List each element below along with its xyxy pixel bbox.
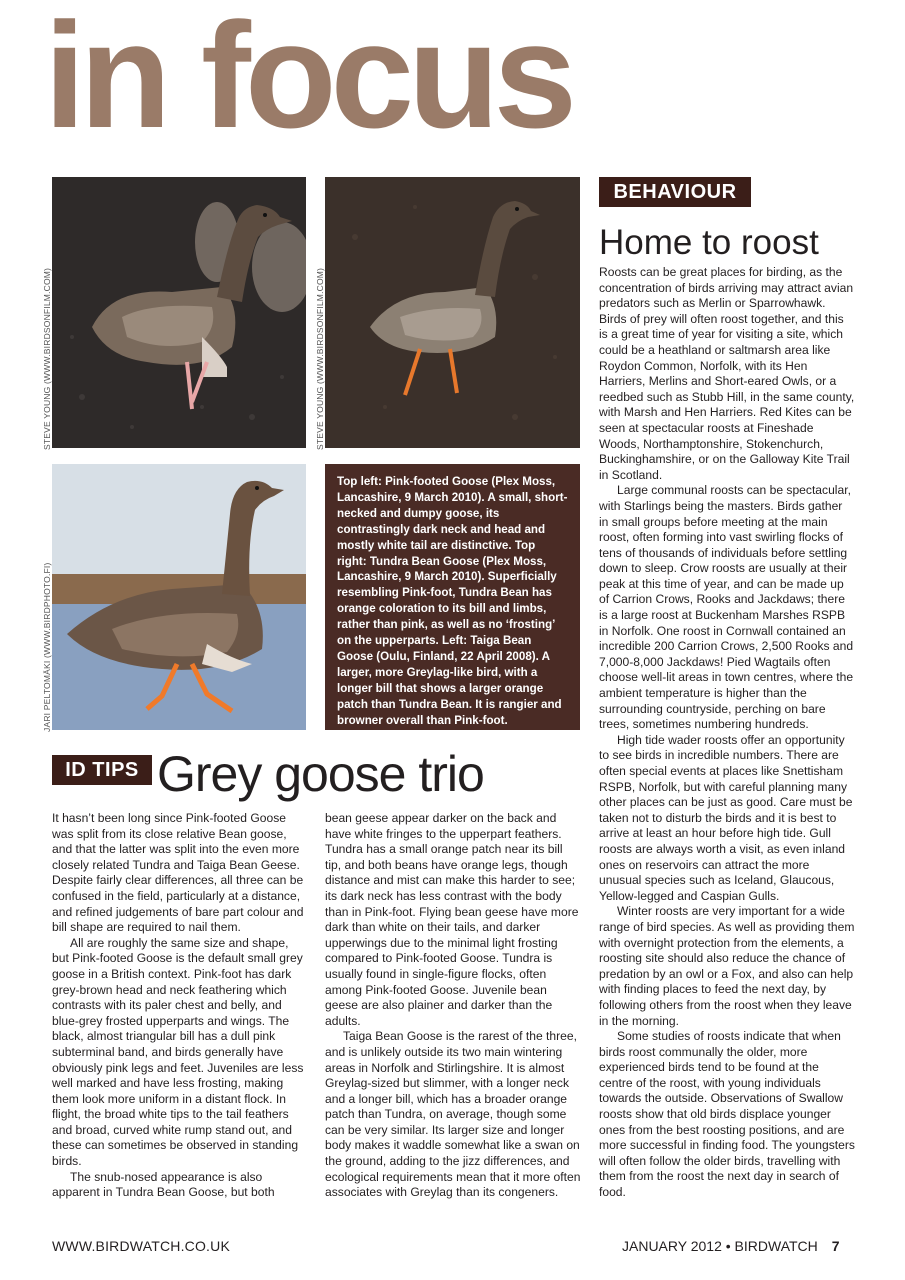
idtips-paragraph: It hasn’t been long since Pink-footed Goose was split from its close relative Bean goose, and that the latter was split into the even more closely related Tundra and Taiga Bean Geese. Despite fairly clear differences, all three can be confused in the field, particularly at a distance, and refined judgements of bare part colour and bill shape are required to nail them. [52, 811, 304, 935]
section-masthead: in focus [44, 0, 572, 159]
photo-credit-top-right: STEVE YOUNG (WWW.BIRDSONFILM.COM) [315, 267, 325, 450]
idtips-title: Grey goose trio [157, 746, 484, 802]
footer-website: WWW.BIRDWATCH.CO.UK [52, 1238, 231, 1254]
photo-taiga-bean-goose [52, 464, 306, 730]
photo-credit-top-left: STEVE YOUNG (WWW.BIRDSONFILM.COM) [42, 267, 52, 450]
tundra-bean-goose-image [325, 177, 580, 448]
idtips-paragraph: bean geese appear darker on the back and have white fringes to the upperpart feathers. Tundra has a small orange patch near its bill tip, and both beans have orange legs, though distance and mist can make this harder to see; its dark neck has less contrast with the body than in Pink-foot. Flying bean geese have more dark than white on their tails, and darker upperwings due to the minimal light frosting compared to Pink-footed Goose. Tundra is usually found in single-figure flocks, often among Pink-footed Goose. Juvenile bean geese are also plainer and darker than the adults. [325, 811, 579, 1028]
pink-footed-goose-image [52, 177, 306, 448]
taiga-bean-goose-image [52, 464, 306, 730]
behaviour-paragraph: High tide wader roosts offer an opportunity to see birds in incredible numbers. There are often special events at places like Snettisham RSPB, Norfolk, but with careful planning many other places can be just as good. Care must be taken not to disturb the birds and it is best to arrive at least an hour before high tide. Gull roosts are always worth a visit, as even inland ones on reservoirs can attract the more unusual species such as Iceland, Glaucous, Yellow-legged and Caspian Gulls. [599, 732, 853, 903]
idtips-paragraph: The snub-nosed appearance is also apparent in Tundra Bean Goose, but both [52, 1169, 275, 1200]
behaviour-paragraph: Some studies of roosts indicate that when birds roost communally the older, more experienced birds tend to be found at the centre of the roost, with young individuals towards the outside. Observations of Swallow roosts show that old birds displace younger ones from the best roosting positions, and are more successful in finding food. The youngsters will often follow the older birds, travelling with them from the roost the next day in search of food. [599, 1029, 855, 1200]
behaviour-body [599, 265, 855, 1201]
idtips-paragraph: Taiga Bean Goose is the rarest of the three, and is unlikely outside its two main wintering areas in Norfolk and Stirlingshire. It is almost Greylag-sized but slimmer, with a longer neck and a longer bill, which has a broader orange patch than Tundra, on average, though some can be very similar. Its larger size and longer body makes it waddle somewhat like a swan on the ground, adding to the jizz differences, and ecological requirements mean that it more often associates with Greylag than its congeners. [325, 1029, 581, 1200]
page-number: 7 [831, 1238, 840, 1254]
idtips-column-1 [52, 811, 308, 1201]
behaviour-tag: BEHAVIOUR [599, 177, 751, 207]
behaviour-paragraph: Winter roosts are very important for a wide range of bird species. As well as providing them with overnight protection from the elements, a roosting site should also reduce the chance of predation by an owl or a Fox, and also can help with finding places to feed the next day, by following others from the roost when they leave in the morning. [599, 904, 855, 1028]
idtips-paragraph: All are roughly the same size and shape, but Pink-footed Goose is the default small grey goose in a British context. Pink-foot has dark grey-brown head and neck feathering which contrasts with its paler chest and belly, and blue-grey frosted upperparts and wings. The black, almost triangular bill has a dull pink subterminal band, and birds generally have obviously pink legs and feet. Juveniles are less well marked and have less frosting, making them look more uniform in a distant flock. In flight, the broad white tips to the tail feathers and broad, curved white rump stand out, and these can sometimes be observed in standing birds. [52, 935, 304, 1169]
footer-issue-text: JANUARY 2012 • BIRDWATCH [622, 1238, 818, 1254]
behaviour-title: Home to roost [599, 223, 819, 262]
photo-credit-bottom-left: JARI PELTOMÄKI (WWW.BIRDPHOTO.FI) [42, 562, 52, 732]
idtips-column-2 [325, 811, 581, 1201]
idtips-tag: ID TIPS [52, 755, 152, 785]
photo-caption: Top left: Pink-footed Goose (Plex Moss, Lancashire, 9 March 2010). A small, short-necked and dumpy goose, its contrastingly dark neck and head and mostly white tail are distinctive. Top right: Tundra Bean Goose (Plex Moss, Lancashire, 9 March 2010). Superficially resembling Pink-foot, Tundra Bean has orange coloration to its bill and limbs, rather than pink, as well as no ‘frosting’ on the upperparts. Left: Taiga Bean Goose (Oulu, Finland, 22 April 2008). A larger, more Greylag-like bird, with a longer bill that shows a larger orange patch than Tundra Bean. It is rangier and browner overall than Pink-foot. [325, 464, 580, 730]
footer-issue [622, 1238, 840, 1254]
behaviour-paragraph: Large communal roosts can be spectacular, with Starlings being the masters. Birds gather in small groups before meeting at the main roost, often forming into vast swirling flocks of tens of thousands of individuals before settling down to sleep. Crow roosts are usually at their peak at this time of year, and can be made up of Carrion Crows, Rooks and Jackdaws; there is a large roost at Buckenham Marshes RSPB in Norfolk. One roost in Cornwall contained an incredible 200 Carrion Crows, 2,500 Rooks and 7,000-8,000 Jackdaws! Pied Wagtails often choose well-lit areas in town centres, where the ambient temperature is higher than the surrounding countryside, perching on bare trees, sometimes numbering hundreds. [599, 483, 854, 732]
behaviour-paragraph: Roosts can be great places for birding, as the concentration of birds arriving may attract avian predators such as Merlin or Sparrowhawk. Birds of prey will often roost together, and this is a great time of year for visiting a site, which could be a heathland or saltmarsh area like Roydon Common, Norfolk, with its Hen Harriers, Merlins and Short-eared Owls, or a reedbed such as Stubb Hill, in the same county, with Marsh and Hen Harriers. Red Kites can be seen at spectacular roosts at Fineshade Woods, Northamptonshire, Stokenchurch, Buckinghamshire, or on the Galloway Kite Trail in Scotland. [599, 265, 855, 482]
photo-pink-footed-goose [52, 177, 306, 448]
photo-tundra-bean-goose [325, 177, 580, 448]
